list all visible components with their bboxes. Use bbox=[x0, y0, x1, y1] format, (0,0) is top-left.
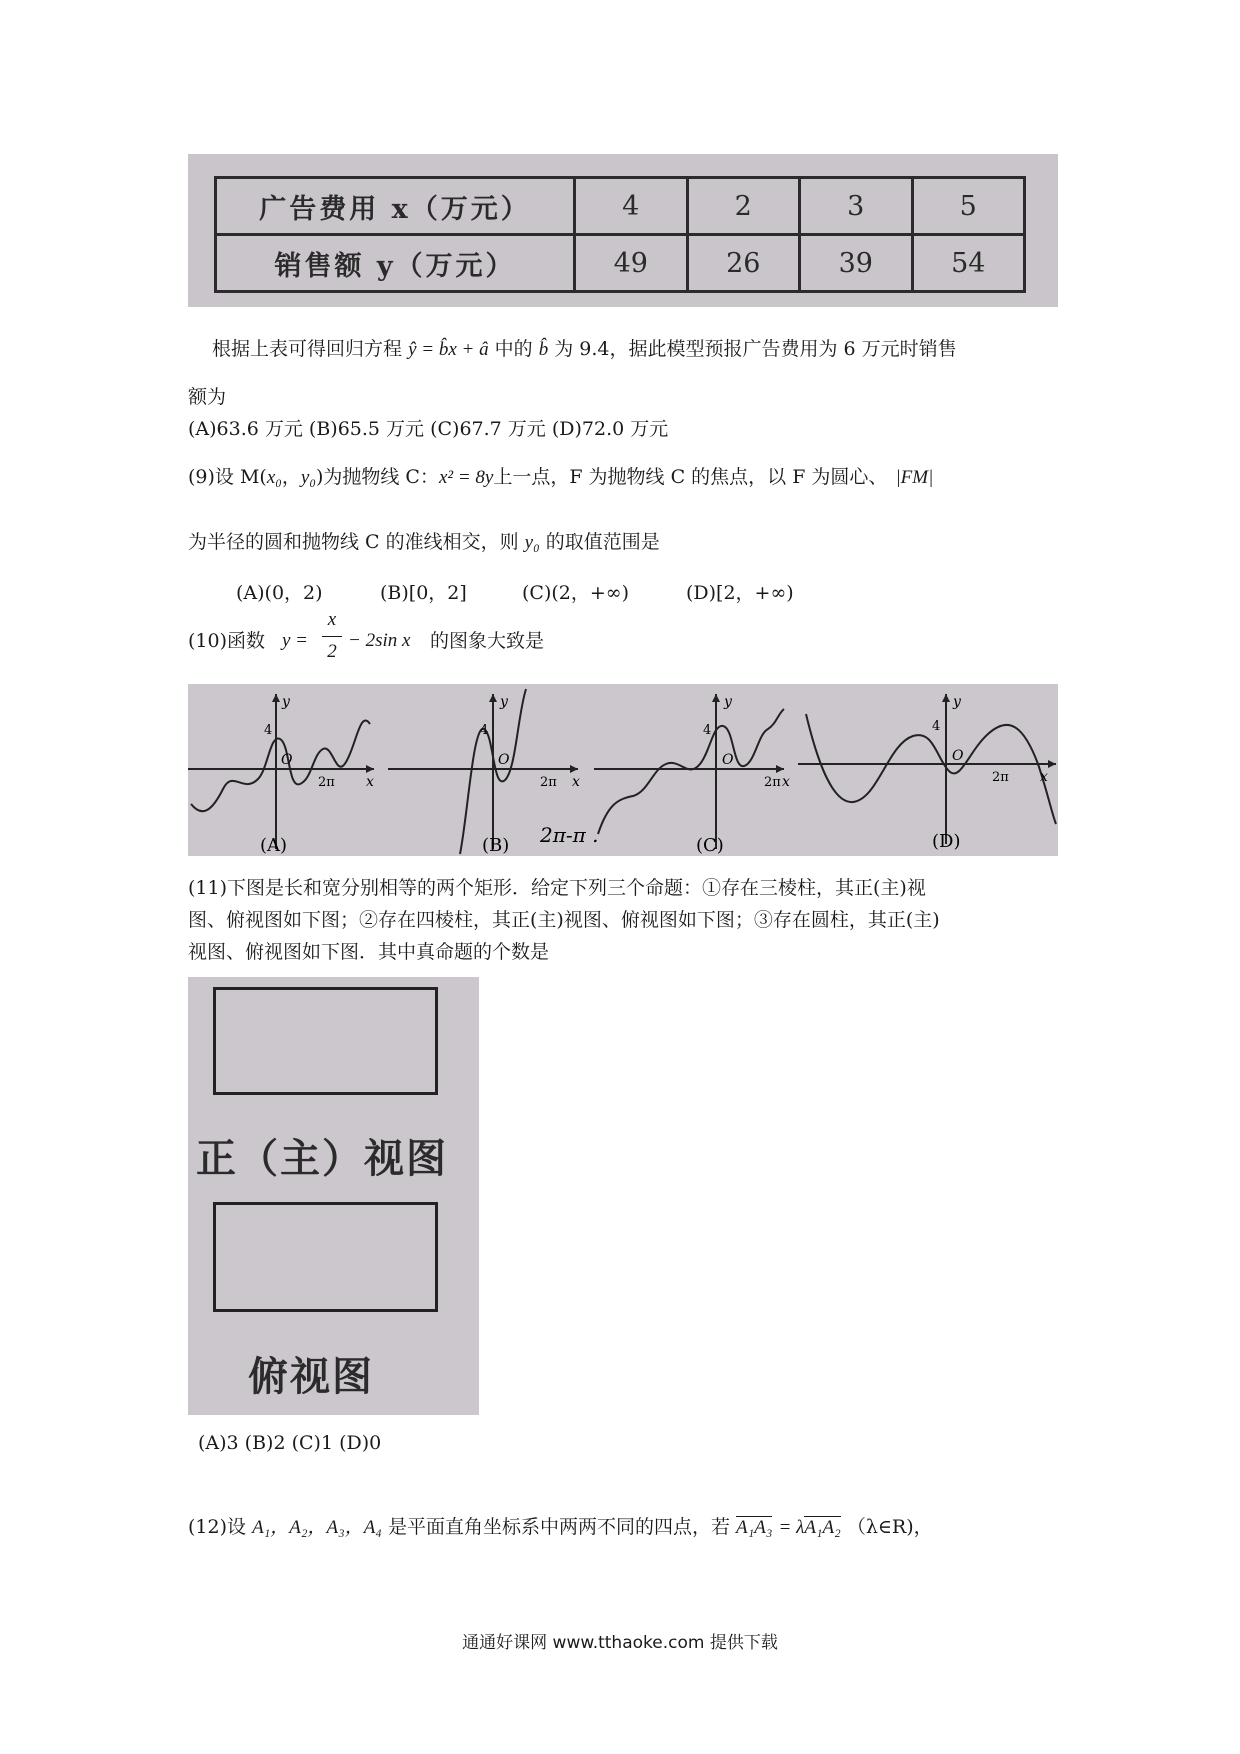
axis-label-y: y bbox=[724, 694, 732, 710]
front-view-rect bbox=[213, 987, 438, 1095]
tick-label-2pi: 2π bbox=[318, 775, 335, 790]
table-cell: 3 bbox=[800, 178, 913, 235]
origin-label: O bbox=[281, 752, 293, 768]
q9-option-b: (B)[0，2] bbox=[380, 582, 467, 604]
q8-text: 根据上表可得回归方程 bbox=[212, 338, 403, 360]
table-row bbox=[216, 235, 1025, 292]
b-hat: b̂ bbox=[538, 339, 549, 360]
table-header-ad-cost: 广告费用 x（万元） bbox=[216, 178, 575, 235]
data-table bbox=[214, 176, 1026, 293]
frac-denominator: 2 bbox=[327, 641, 337, 662]
parabola-equation: x² = 8y bbox=[438, 467, 494, 488]
regression-equation: ŷ = b̂x + â bbox=[408, 339, 489, 360]
x0-var: x₀ bbox=[266, 467, 282, 488]
q9-text: )为抛物线 C： bbox=[315, 466, 439, 488]
views-photo bbox=[188, 977, 479, 1415]
q9-text: 为半径的圆和抛物线 C 的准线相交，则 bbox=[188, 531, 519, 553]
q9-option-a: (A)(0，2) bbox=[236, 582, 323, 604]
q9-option-d: (D)[2，+∞) bbox=[686, 582, 794, 604]
graph-a bbox=[188, 694, 374, 856]
q12-text: 是平面直角坐标系中两两不同的四点，若 bbox=[387, 1516, 730, 1538]
handwriting: 2π-π . bbox=[540, 823, 599, 847]
q12-text: (12)设 bbox=[188, 1516, 247, 1538]
table-cell: 26 bbox=[687, 235, 800, 292]
frac-bar bbox=[322, 636, 342, 637]
table-cell: 5 bbox=[912, 178, 1025, 235]
tick-label-2pi: 2π bbox=[764, 775, 781, 790]
axis-label-y: y bbox=[500, 694, 508, 710]
axis-label-x: x bbox=[1040, 769, 1048, 785]
vector-a1a3: A₁A₃ bbox=[736, 1517, 773, 1538]
q12-stem bbox=[188, 1512, 933, 1543]
q10-func-lhs: y = bbox=[282, 630, 309, 651]
q9-option-c: (C)(2，+∞) bbox=[522, 582, 630, 604]
q8-text: 中的 bbox=[494, 338, 533, 360]
top-view-label: 俯视图 bbox=[248, 1354, 374, 1400]
q8-options: (A)63.6 万元 (B)65.5 万元 (C)67.7 万元 (D)72.0 万元 bbox=[188, 418, 669, 440]
tick-label-4: 4 bbox=[932, 719, 941, 734]
graph-b bbox=[388, 689, 599, 856]
graph-c bbox=[594, 694, 790, 856]
axis-label-y: y bbox=[282, 694, 290, 710]
tick-label-2pi: 2π bbox=[540, 775, 557, 790]
origin-label: O bbox=[498, 752, 510, 768]
table-cell: 49 bbox=[575, 235, 688, 292]
table-row bbox=[216, 178, 1025, 235]
q8-stem bbox=[212, 334, 957, 365]
tick-label-4: 4 bbox=[480, 723, 489, 738]
top-view-rect bbox=[213, 1202, 438, 1312]
q9-stem bbox=[188, 462, 933, 493]
footer: 通通好课网 www.tthaoke.com 提供下载 bbox=[462, 1633, 778, 1653]
q9-text: 的取值范围是 bbox=[545, 531, 660, 553]
q11-options: (A)3 (B)2 (C)1 (D)0 bbox=[198, 1432, 382, 1454]
graph-b-label: (B) bbox=[482, 835, 510, 856]
tick-label-2pi: 2π bbox=[992, 770, 1009, 785]
tick-label-4: 4 bbox=[703, 723, 712, 738]
graph-d-label: (D) bbox=[932, 831, 961, 852]
vector-a1a2: A₁A₂ bbox=[804, 1517, 841, 1538]
q8-stem-line2: 额为 bbox=[188, 386, 227, 408]
q8-text: 为 9.4，据此模型预报广告费用为 6 万元时销售 bbox=[554, 338, 957, 360]
q11-line3: 视图、俯视图如下图．其中真命题的个数是 bbox=[188, 941, 550, 963]
q12-eq: = λ bbox=[778, 1517, 805, 1538]
graph-c-label: (C) bbox=[696, 835, 724, 856]
table-cell: 2 bbox=[687, 178, 800, 235]
axis-label-x: x bbox=[782, 774, 790, 790]
q9-text: ， bbox=[281, 466, 301, 488]
axis-label-x: x bbox=[572, 774, 580, 790]
y0-var: y₀ bbox=[524, 532, 540, 553]
q10-func-rest: − 2sin x bbox=[348, 630, 411, 651]
front-view-label: 正（主）视图 bbox=[196, 1136, 448, 1182]
q9-text: 上一点，F 为抛物线 C 的焦点，以 F 为圆心、 bbox=[493, 466, 888, 488]
axis-label-x: x bbox=[366, 774, 374, 790]
fm-abs: |FM| bbox=[895, 467, 934, 488]
q10-suffix: 的图象大致是 bbox=[430, 630, 545, 652]
origin-label: O bbox=[952, 748, 964, 764]
graphs-strip bbox=[188, 684, 1058, 856]
graph-a-label: (A) bbox=[260, 835, 288, 856]
tick-label-4: 4 bbox=[264, 723, 273, 738]
q9-stem-line2 bbox=[188, 527, 660, 558]
origin-label: O bbox=[722, 752, 734, 768]
graph-d bbox=[798, 694, 1056, 852]
frac-numerator: x bbox=[327, 609, 337, 630]
points-list: A₁，A₂，A₃，A₄ bbox=[252, 1517, 382, 1538]
table-cell: 54 bbox=[912, 235, 1025, 292]
table-cell: 39 bbox=[800, 235, 913, 292]
y0-var: y₀ bbox=[300, 467, 316, 488]
q11-line2: 图、俯视图如下图；②存在四棱柱，其正(主)视图、俯视图如下图；③存在圆柱，其正(主) bbox=[188, 909, 940, 931]
table-cell: 4 bbox=[575, 178, 688, 235]
axis-label-y: y bbox=[953, 694, 961, 710]
q10-prefix: (10)函数 bbox=[188, 630, 266, 652]
data-table-photo bbox=[188, 154, 1058, 307]
q9-text: (9)设 M( bbox=[188, 466, 267, 488]
q11-line1: (11)下图是长和宽分别相等的两个矩形．给定下列三个命题：①存在三棱柱，其正(主)视 bbox=[188, 877, 926, 899]
q12-text: （λ∈R)， bbox=[846, 1516, 933, 1538]
table-header-sales: 销售额 y（万元） bbox=[216, 235, 575, 292]
